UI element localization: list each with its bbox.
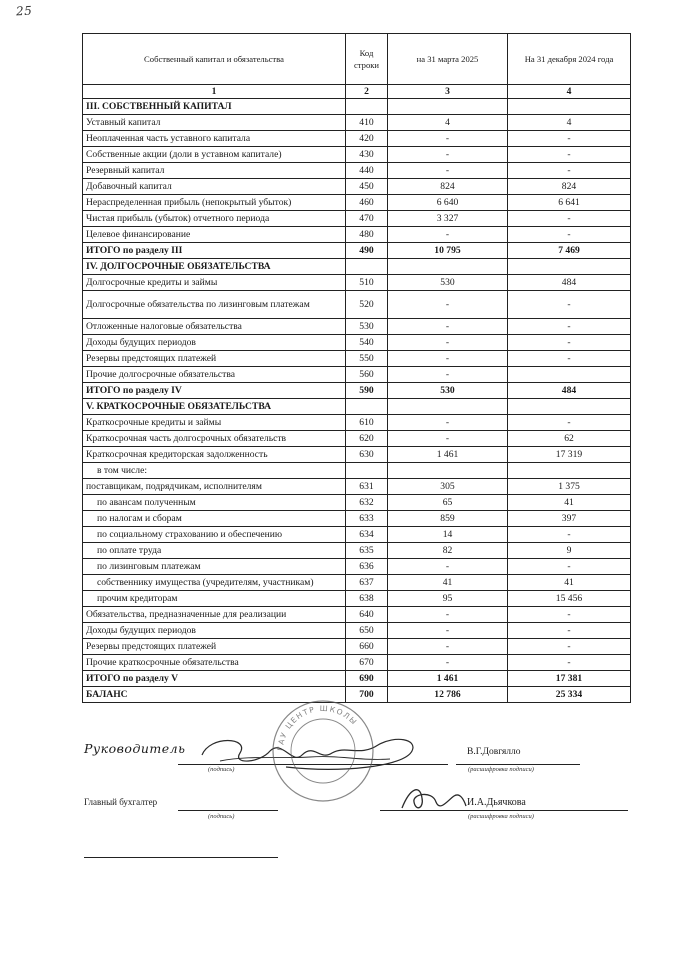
row-value-2024: - xyxy=(508,291,631,319)
row-code: 450 xyxy=(346,179,388,195)
blank-line xyxy=(84,857,278,858)
table-row xyxy=(83,399,631,415)
row-value-2024: 41 xyxy=(508,495,631,511)
row-name: Долгосрочные обязательства по лизинговым платежам xyxy=(83,291,346,319)
row-value-2024: - xyxy=(508,319,631,335)
table-row xyxy=(83,511,631,527)
row-value-2025: 4 xyxy=(388,115,508,131)
row-value-2024: 397 xyxy=(508,511,631,527)
header-code: Код строки xyxy=(346,34,388,85)
table-row xyxy=(83,607,631,623)
row-code: 637 xyxy=(346,575,388,591)
row-value-2024: - xyxy=(508,559,631,575)
table-row xyxy=(83,575,631,591)
row-name: в том числе: xyxy=(83,463,346,479)
row-value-2024: - xyxy=(508,163,631,179)
row-value-2025: 12 786 xyxy=(388,687,508,703)
row-code: 560 xyxy=(346,367,388,383)
table-row xyxy=(83,275,631,291)
row-value-2024 xyxy=(508,367,631,383)
row-code: 638 xyxy=(346,591,388,607)
row-value-2025: - xyxy=(388,623,508,639)
row-value-2024: 25 334 xyxy=(508,687,631,703)
accountant-sign-caption: (подпись) xyxy=(208,813,235,820)
row-name: Доходы будущих периодов xyxy=(83,335,346,351)
row-name: Уставный капитал xyxy=(83,115,346,131)
row-code: 670 xyxy=(346,655,388,671)
table-row xyxy=(83,319,631,335)
row-value-2025: - xyxy=(388,147,508,163)
row-value-2024: - xyxy=(508,227,631,243)
table-row xyxy=(83,227,631,243)
table-row xyxy=(83,559,631,575)
row-value-2025 xyxy=(388,99,508,115)
row-code: 530 xyxy=(346,319,388,335)
row-name: БАЛАНС xyxy=(83,687,346,703)
row-value-2025: - xyxy=(388,163,508,179)
table-row xyxy=(83,115,631,131)
table-row xyxy=(83,431,631,447)
table-row xyxy=(83,291,631,319)
table-row xyxy=(83,163,631,179)
row-value-2024: - xyxy=(508,415,631,431)
table-row xyxy=(83,243,631,259)
row-code: 420 xyxy=(346,131,388,147)
row-value-2024: - xyxy=(508,351,631,367)
row-code: 634 xyxy=(346,527,388,543)
row-value-2025: - xyxy=(388,431,508,447)
row-value-2025: 65 xyxy=(388,495,508,511)
row-code: 690 xyxy=(346,671,388,687)
row-value-2025: 95 xyxy=(388,591,508,607)
row-code: 510 xyxy=(346,275,388,291)
row-name: по лизинговым платежам xyxy=(83,559,346,575)
row-name: Краткосрочные кредиты и займы xyxy=(83,415,346,431)
row-code xyxy=(346,259,388,275)
accountant-sign-line xyxy=(178,810,278,811)
row-value-2024: - xyxy=(508,211,631,227)
row-name: V. КРАТКОСРОЧНЫЕ ОБЯЗАТЕЛЬСТВА xyxy=(83,399,346,415)
row-code: 490 xyxy=(346,243,388,259)
row-value-2025 xyxy=(388,399,508,415)
row-value-2025 xyxy=(388,259,508,275)
row-value-2024: - xyxy=(508,527,631,543)
row-name: собственнику имущества (учредителям, участникам) xyxy=(83,575,346,591)
row-value-2025 xyxy=(388,463,508,479)
row-code: 460 xyxy=(346,195,388,211)
row-name: III. СОБСТВЕННЫЙ КАПИТАЛ xyxy=(83,99,346,115)
row-value-2025: - xyxy=(388,559,508,575)
row-name: Прочие долгосрочные обязательства xyxy=(83,367,346,383)
row-code: 620 xyxy=(346,431,388,447)
table-row xyxy=(83,259,631,275)
table-row xyxy=(83,591,631,607)
row-value-2025: 824 xyxy=(388,179,508,195)
table-row xyxy=(83,639,631,655)
row-value-2025: 14 xyxy=(388,527,508,543)
row-code: 550 xyxy=(346,351,388,367)
row-name: Доходы будущих периодов xyxy=(83,623,346,639)
table-body xyxy=(83,99,631,703)
row-value-2024: 4 xyxy=(508,115,631,131)
row-code: 430 xyxy=(346,147,388,163)
row-code xyxy=(346,399,388,415)
table-row xyxy=(83,479,631,495)
table-row xyxy=(83,447,631,463)
row-name: по социальному страхованию и обеспечению xyxy=(83,527,346,543)
row-code: 660 xyxy=(346,639,388,655)
row-value-2025: 530 xyxy=(388,383,508,399)
row-name: IV. ДОЛГОСРОЧНЫЕ ОБЯЗАТЕЛЬСТВА xyxy=(83,259,346,275)
row-value-2025: 10 795 xyxy=(388,243,508,259)
accountant-signature xyxy=(392,778,472,818)
row-name: Чистая прибыль (убыток) отчетного периода xyxy=(83,211,346,227)
row-name: Обязательства, предназначенные для реализации xyxy=(83,607,346,623)
row-value-2025: 305 xyxy=(388,479,508,495)
row-code: 636 xyxy=(346,559,388,575)
row-name: Долгосрочные кредиты и займы xyxy=(83,275,346,291)
row-name: ИТОГО по разделу V xyxy=(83,671,346,687)
row-name: Целевое финансирование xyxy=(83,227,346,243)
row-value-2024: 484 xyxy=(508,383,631,399)
row-code: 440 xyxy=(346,163,388,179)
row-code: 480 xyxy=(346,227,388,243)
row-value-2024: 484 xyxy=(508,275,631,291)
row-value-2025: - xyxy=(388,655,508,671)
row-value-2024: 6 641 xyxy=(508,195,631,211)
row-value-2025: 41 xyxy=(388,575,508,591)
table-row xyxy=(83,655,631,671)
table-row xyxy=(83,147,631,163)
director-label: Руководитель xyxy=(84,741,186,756)
row-value-2024: 17 319 xyxy=(508,447,631,463)
row-code: 633 xyxy=(346,511,388,527)
row-value-2024: 824 xyxy=(508,179,631,195)
table-row xyxy=(83,495,631,511)
row-value-2024: - xyxy=(508,623,631,639)
row-value-2024: 41 xyxy=(508,575,631,591)
column-number-row xyxy=(83,85,631,99)
row-name: Нераспределенная прибыль (непокрытый убыток) xyxy=(83,195,346,211)
row-value-2024 xyxy=(508,399,631,415)
table-row xyxy=(83,671,631,687)
row-name: Резервы предстоящих платежей xyxy=(83,639,346,655)
table-row xyxy=(83,623,631,639)
row-value-2025: 3 327 xyxy=(388,211,508,227)
page-number: 25 xyxy=(15,3,33,19)
row-value-2024: 15 456 xyxy=(508,591,631,607)
row-code: 590 xyxy=(346,383,388,399)
table-row xyxy=(83,543,631,559)
row-code xyxy=(346,463,388,479)
row-name: Собственные акции (доли в уставном капитале) xyxy=(83,147,346,163)
row-name: Краткосрочная часть долгосрочных обязательств xyxy=(83,431,346,447)
row-value-2025: - xyxy=(388,415,508,431)
director-name-caption: (расшифровка подписи) xyxy=(468,766,534,773)
table-row xyxy=(83,211,631,227)
row-code: 470 xyxy=(346,211,388,227)
director-name-line xyxy=(456,764,580,765)
row-value-2025: - xyxy=(388,351,508,367)
row-value-2024: 17 381 xyxy=(508,671,631,687)
row-value-2025: - xyxy=(388,319,508,335)
row-name: Резервы предстоящих платежей xyxy=(83,351,346,367)
table-row xyxy=(83,463,631,479)
row-name: по авансам полученным xyxy=(83,495,346,511)
row-code: 540 xyxy=(346,335,388,351)
row-value-2024 xyxy=(508,99,631,115)
row-value-2025: 82 xyxy=(388,543,508,559)
row-value-2025: 530 xyxy=(388,275,508,291)
row-value-2025: 859 xyxy=(388,511,508,527)
row-code: 635 xyxy=(346,543,388,559)
row-value-2025: - xyxy=(388,335,508,351)
row-code: 410 xyxy=(346,115,388,131)
row-value-2025: - xyxy=(388,367,508,383)
row-value-2025: - xyxy=(388,291,508,319)
colnum-3: 3 xyxy=(388,85,508,99)
row-value-2024: - xyxy=(508,607,631,623)
colnum-2: 2 xyxy=(346,85,388,99)
row-code: 632 xyxy=(346,495,388,511)
row-code: 631 xyxy=(346,479,388,495)
row-value-2024: - xyxy=(508,639,631,655)
table-row xyxy=(83,383,631,399)
row-code: 630 xyxy=(346,447,388,463)
row-code: 650 xyxy=(346,623,388,639)
header-col4: На 31 декабря 2024 года xyxy=(508,34,631,85)
director-name: В.Г.Довгялло xyxy=(467,747,521,757)
row-value-2025: 1 461 xyxy=(388,671,508,687)
table-row xyxy=(83,179,631,195)
table-row xyxy=(83,335,631,351)
row-name: Неоплаченная часть уставного капитала xyxy=(83,131,346,147)
row-value-2024: 9 xyxy=(508,543,631,559)
row-name: Добавочный капитал xyxy=(83,179,346,195)
table-row xyxy=(83,415,631,431)
row-value-2024: 1 375 xyxy=(508,479,631,495)
row-code: 610 xyxy=(346,415,388,431)
row-name: ИТОГО по разделу III xyxy=(83,243,346,259)
table-row xyxy=(83,131,631,147)
table-row xyxy=(83,195,631,211)
row-value-2025: - xyxy=(388,639,508,655)
colnum-1: 1 xyxy=(83,85,346,99)
row-value-2025: - xyxy=(388,607,508,623)
table-row xyxy=(83,367,631,383)
row-name: по налогам и сборам xyxy=(83,511,346,527)
row-name: Резервный капитал xyxy=(83,163,346,179)
table-row xyxy=(83,527,631,543)
row-value-2025: - xyxy=(388,227,508,243)
row-code xyxy=(346,99,388,115)
accountant-name: И.А.Дьячкова xyxy=(467,797,526,808)
row-value-2025: 1 461 xyxy=(388,447,508,463)
row-name: прочим кредиторам xyxy=(83,591,346,607)
row-value-2024 xyxy=(508,259,631,275)
balance-table xyxy=(82,33,631,703)
row-value-2024: 7 469 xyxy=(508,243,631,259)
row-name: Краткосрочная кредиторская задолженность xyxy=(83,447,346,463)
header-col3: на 31 марта 2025 xyxy=(388,34,508,85)
svg-text:ГАУ ЦЕНТР ШКОЛЫ: ГАУ ЦЕНТР ШКОЛЫ xyxy=(275,703,360,752)
row-name: по оплате труда xyxy=(83,543,346,559)
accountant-label: Главный бухгалтер xyxy=(84,797,158,807)
row-value-2024: - xyxy=(508,655,631,671)
colnum-4: 4 xyxy=(508,85,631,99)
row-name: поставщикам, подрядчикам, исполнителям xyxy=(83,479,346,495)
table-row xyxy=(83,99,631,115)
row-value-2024: - xyxy=(508,147,631,163)
director-sign-caption: (подпись) xyxy=(208,766,235,773)
row-name: ИТОГО по разделу IV xyxy=(83,383,346,399)
row-name: Прочие краткосрочные обязательства xyxy=(83,655,346,671)
header-name: Собственный капитал и обязательства xyxy=(83,34,346,85)
organization-stamp xyxy=(268,696,378,806)
table-header-row xyxy=(83,34,631,85)
row-code: 700 xyxy=(346,687,388,703)
row-value-2024: - xyxy=(508,335,631,351)
row-value-2025: - xyxy=(388,131,508,147)
row-name: Отложенные налоговые обязательства xyxy=(83,319,346,335)
row-value-2024: - xyxy=(508,131,631,147)
table-row xyxy=(83,351,631,367)
row-code: 640 xyxy=(346,607,388,623)
row-code: 520 xyxy=(346,291,388,319)
row-value-2024: 62 xyxy=(508,431,631,447)
row-value-2025: 6 640 xyxy=(388,195,508,211)
row-value-2024 xyxy=(508,463,631,479)
accountant-name-caption: (расшифровка подписи) xyxy=(468,813,534,820)
